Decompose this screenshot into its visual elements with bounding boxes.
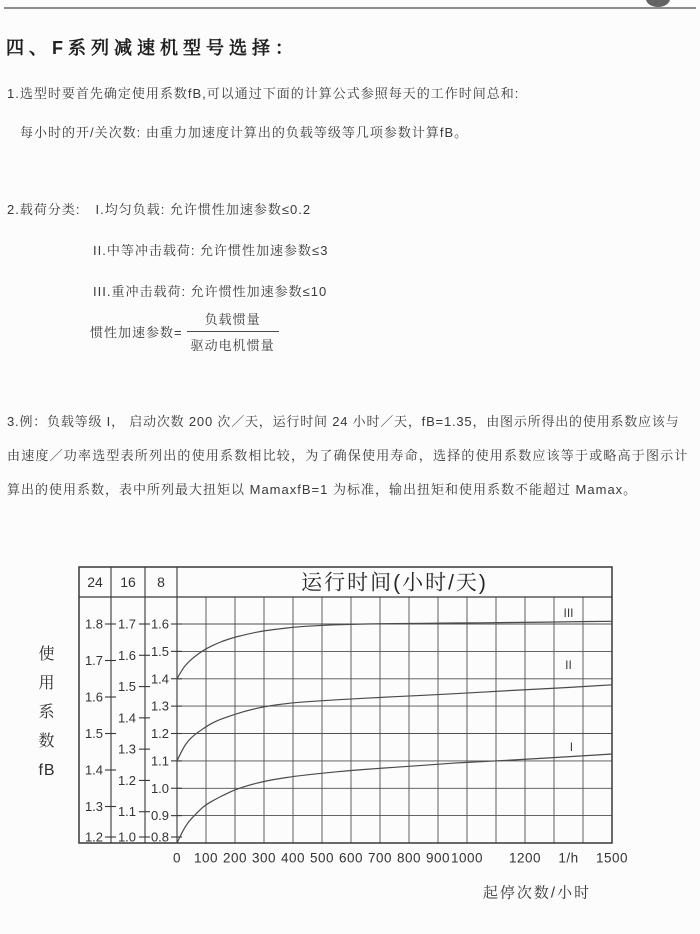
curve-label-II: II [565, 658, 572, 673]
fb-scale-label: 1.3 [117, 741, 137, 757]
load-class-3: III.重冲击载荷: 允许惯性加速参数≤10 [93, 284, 328, 299]
fb-scale-label: 1.5 [117, 679, 137, 695]
load-class-heading: 2.载荷分类: [7, 202, 81, 217]
paragraph-2 [7, 202, 311, 218]
paragraph-1: 1.选型时要首先确定使用系数fB,可以通过下面的计算公式参照每天的工作时间总和: [7, 86, 520, 101]
paragraph-3-line-3: 算出的使用系数，表中所列最大扭矩以 MamaxfB=1 为标准，输出扭矩和使用系数不能超过 Mamax。 [7, 482, 638, 497]
fb-scale-label: 1.3 [84, 799, 104, 814]
fb-scale-label: 1.6 [117, 647, 137, 663]
x-tick-label: 200 [222, 850, 248, 866]
hours-column-header: 8 [157, 574, 165, 590]
fb-scale-label: 1.1 [117, 804, 137, 820]
fb-scale-label: 1.5 [84, 726, 104, 741]
formula-denominator: 驱动电机惯量 [190, 338, 275, 353]
fb-scale-label: 1.1 [150, 753, 170, 769]
fb-scale-label: 1.2 [117, 772, 137, 788]
curve-I [177, 754, 612, 843]
paragraph-1b: 每小时的开/关次数: 由重力加速度计算出的负载等级等几项参数计算fB。 [20, 125, 469, 140]
fb-scale-label: 1.4 [150, 671, 170, 687]
formula-lhs: 惯性加速参数= [90, 325, 183, 340]
y-axis-title-char: 用 [38, 675, 56, 692]
x-tick-label: 1500 [595, 850, 629, 866]
fb-scale-label: 1.0 [117, 829, 137, 845]
paragraph-3-line-1: 3.例：负载等级 I， 启动次数 200 次／天，运行时间 24 小时／天，fB=1.35，由图示所得出的使用系数应该与 [7, 414, 680, 429]
curve-III [177, 621, 612, 679]
fb-scale-label: 1.2 [84, 829, 104, 845]
fb-scale-label: 1.6 [84, 689, 104, 705]
usage-factor-chart [0, 549, 700, 929]
y-axis-title-char: 使 [38, 646, 56, 663]
curve-II [177, 685, 612, 761]
inertia-formula [90, 308, 279, 355]
load-class-1: I.均匀负载: 允许惯性加速参数≤0.2 [95, 202, 312, 217]
curve-label-I: I [569, 740, 574, 755]
x-axis-title: 起停次数/小时 [482, 884, 592, 902]
top-divider-rule [4, 7, 696, 9]
fb-scale-label: 1.3 [150, 698, 170, 714]
x-tick-label: 1000 [450, 850, 484, 866]
fb-scale-label: 1.7 [117, 616, 137, 632]
fb-scale-label: 1.4 [117, 710, 137, 726]
formula-fraction [187, 308, 279, 355]
fb-scale-label: 1.7 [84, 653, 104, 668]
x-tick-label: 0 [172, 850, 182, 866]
fb-scale-label: 1.8 [84, 616, 104, 632]
x-tick-label: 1200 [508, 850, 542, 866]
hours-column-header: 16 [120, 574, 136, 590]
fb-scale-label: 0.8 [150, 829, 170, 845]
fb-scale-label: 1.0 [150, 780, 170, 796]
x-tick-label: 400 [280, 850, 306, 866]
fb-scale-label: 1.2 [150, 726, 170, 741]
x-tick-label: 800 [396, 850, 422, 866]
formula-numerator: 负载惯量 [187, 308, 279, 332]
x-tick-label: 100 [193, 850, 219, 866]
x-tick-label: 500 [309, 850, 335, 866]
x-tick-label: 1/h [558, 850, 579, 866]
chart-title: 运行时间(小时/天) [301, 571, 488, 595]
logo-circle-icon [646, 0, 670, 7]
x-tick-label: 900 [425, 850, 451, 866]
y-axis-title-char: 数 [38, 733, 56, 750]
page-title: 四、F系列减速机型号选择： [6, 38, 298, 58]
x-tick-label: 300 [251, 850, 277, 866]
y-axis-title-char: 系 [38, 704, 56, 721]
fb-scale-label: 1.4 [84, 762, 104, 778]
y-axis-title-char: fB [38, 762, 56, 779]
x-tick-label: 700 [367, 850, 393, 866]
fb-chart-svg [0, 549, 700, 929]
fb-scale-label: 0.9 [150, 808, 170, 824]
fb-scale-label: 1.6 [150, 616, 170, 632]
curve-label-III: III [563, 606, 574, 621]
load-class-2: II.中等冲击载荷: 允许惯性加速参数≤3 [93, 243, 329, 258]
paragraph-3-line-2: 由速度／功率选型表所列出的使用系数相比较，为了确保使用寿命，选择的使用系数应该等于或略高于图示计 [7, 448, 689, 463]
x-tick-label: 600 [338, 850, 364, 866]
hours-column-header: 24 [87, 574, 103, 590]
fb-scale-label: 1.5 [150, 643, 170, 659]
